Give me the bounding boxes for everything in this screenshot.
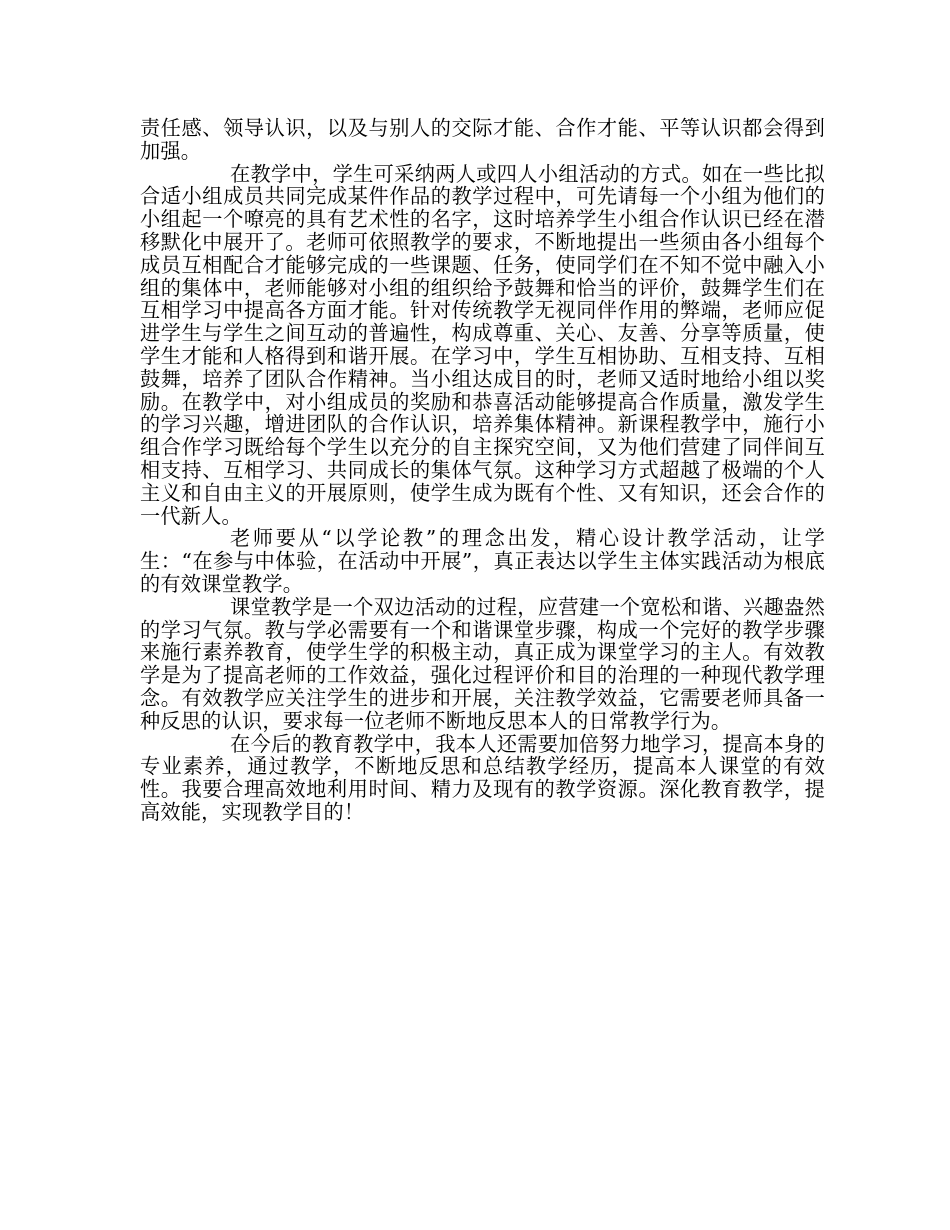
paragraph-2: 在教学中，学生可采纳两人或四人小组活动的方式。如在一些比拟合适小组成员共同完成某件作品的教学过程中，可先请每一个小组为他们的小组起一个嘹亮的具有艺术性的名字，这时培养学生小组合作认识已经在潜移默化中展开了。老师可依照教学的要求，不断地提出一些须由各小组每个成员互相配合才能够完成的一些课题、任务，使同学们在不知不觉中融入小组的集体中，老师能够对小组的组织给予鼓舞和恰当的评价，鼓舞学生们在互相学习中提高各方面才能。针对传统教学无视同伴作用的弊端，老师应促进学生与学生之间互动的普遍性，构成尊重、关心、友善、分享等质量，使学生才能和人格得到和谐开展。在学习中，学生互相协助、互相支持、互相鼓舞，培养了团队合作精神。当小组达成目的时，老师又适时地给小组以奖励。在教学中，对小组成员的奖励和恭喜活动能够提高合作质量，激发学生的学习兴趣，增进团队的合作认识，培养集体精神。新课程教学中，施行小组合作学习既给每个学生以充分的自主探究空间，又为他们营建了同伴间互相支持、互相学习、共同成长的集体气氛。这种学习方式超越了极端的个人主义和自由主义的开展原则，使学生成为既有个性、又有知识，还会合作的一代新人。: [140, 161, 825, 528]
paragraph-4: 课堂教学是一个双边活动的过程，应营建一个宽松和谐、兴趣盎然的学习气氛。教与学必需要有一个和谐课堂步骤，构成一个完好的教学步骤来施行素养教育，使学生学的积极主动，真正成为课堂学习的主人。有效教学是为了提高老师的工作效益，强化过程评价和目的治理的一种现代教学理念。有效教学应关注学生的进步和开展，关注教学效益，它需要老师具备一种反思的认识，要求每一位老师不断地反思本人的日常教学行为。: [140, 594, 825, 733]
paragraph-5: 在今后的教育教学中，我本人还需要加倍努力地学习，提高本身的专业素养，通过教学，不断地反思和总结教学经历，提高本人课堂的有效性。我要合理高效地利用时间、精力及现有的教学资源。深化教育教学，提高效能，实现教学目的！: [140, 731, 825, 824]
paragraph-3: 老师要从“以学论教”的理念出发，精心设计教学活动，让学生：“在参与中体验，在活动中开展”，真正表达以学生主体实践活动为根底的有效课堂教学。: [140, 526, 825, 596]
document-body: [140, 117, 825, 824]
paragraph-1: 责任感、领导认识，以及与别人的交际才能、合作才能、平等认识都会得到加强。: [140, 116, 825, 163]
